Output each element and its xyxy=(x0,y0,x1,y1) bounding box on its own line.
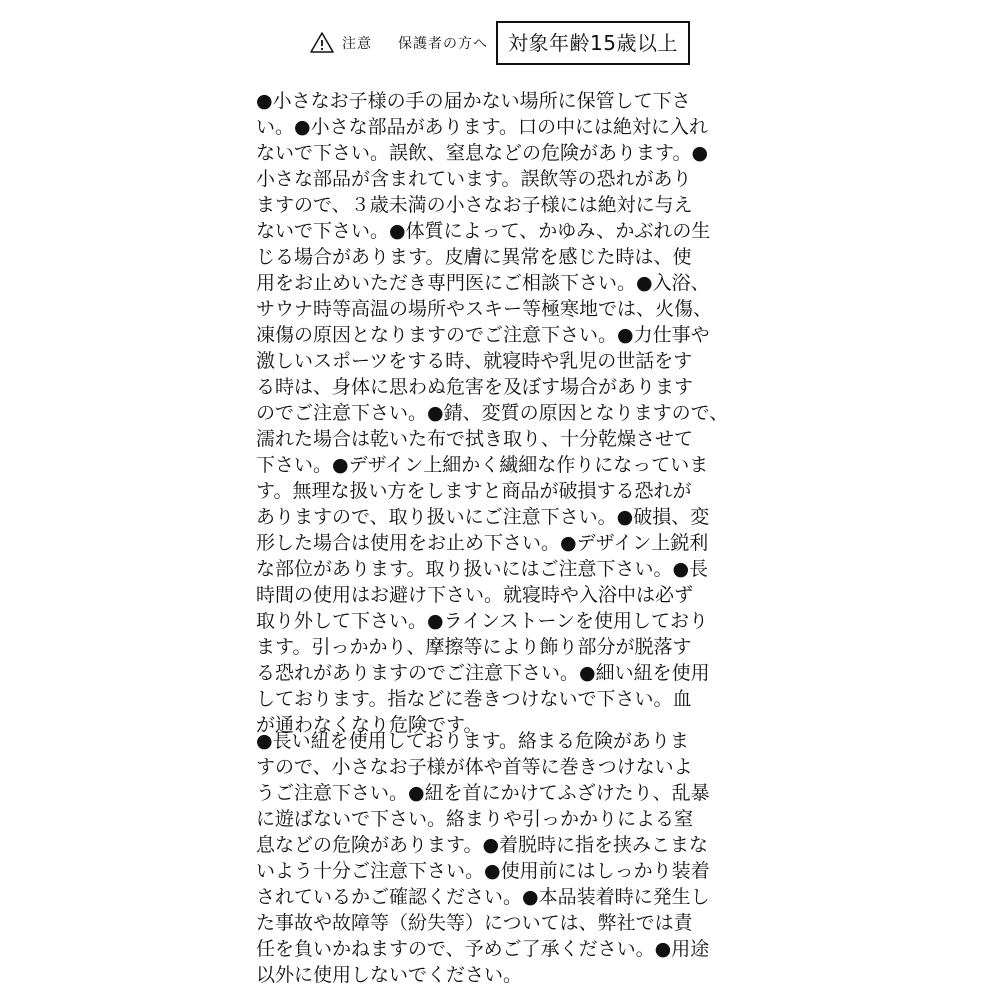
text-line: ●長い紐を使用しております。絡まる危険がありま xyxy=(256,730,690,752)
text-line: た事故や故障等（紛失等）については、弊社では責 xyxy=(256,912,693,934)
text-line: 激しいスポーツをする時、就寝時や乳児の世話をす xyxy=(256,350,693,372)
text-line: のでご注意下さい。●錆、変質の原因となりますので、 xyxy=(256,402,729,424)
text-line: 形した場合は使用をお止め下さい。●デザイン上鋭利 xyxy=(256,532,709,554)
text-line: ますので、３歳未満の小さなお子様には絶対に与え xyxy=(256,194,693,216)
text-line: 息などの危険があります。●着脱時に指を挟みこまな xyxy=(256,834,709,856)
text-line: ます。引っかかり、摩擦等により飾り部分が脱落す xyxy=(256,636,692,658)
text-line: い。●小さな部品があります。口の中には絶対に入れ xyxy=(256,116,709,138)
text-line: 用をお止めいただき専門医にご相談下さい。●入浴、 xyxy=(256,272,710,294)
text-line: に遊ばないで下さい。絡まりや引っかかりによる窒 xyxy=(256,808,694,830)
warning-triangle-icon xyxy=(310,31,334,55)
guardian-label: 保護者の方へ xyxy=(398,36,489,52)
age-notice-badge: 対象年齢15歳以上 xyxy=(496,21,690,65)
text-line: すので、小さなお子様が体や首等に巻きつけないよ xyxy=(256,756,693,778)
text-line: な部位があります。取り扱いにはご注意下さい。●長 xyxy=(256,558,709,580)
text-line: されているかご確認ください。●本品装着時に発生し xyxy=(256,886,710,908)
text-line: ●小さなお子様の手の届かない場所に保管して下さ xyxy=(256,90,691,112)
text-line: 濡れた場合は乾いた布で拭き取り、十分乾燥させて xyxy=(256,428,694,450)
precautions-paragraph-1 xyxy=(256,88,776,738)
text-line: す。無理な扱い方をしますと商品が破損する恐れが xyxy=(256,480,692,502)
text-line: る時は、身体に思わぬ危害を及ぼす場合があります xyxy=(256,376,694,398)
text-line: る恐れがありますのでご注意下さい。●細い紐を使用 xyxy=(256,662,710,684)
text-line: いよう十分ご注意下さい。●使用前にはしっかり装着 xyxy=(256,860,710,882)
warning-label: 注意 xyxy=(342,36,373,52)
text-line: 凍傷の原因となりますのでご注意下さい。●力仕事や xyxy=(256,324,710,346)
text-line: が通わなくなり危険です。 xyxy=(256,714,483,736)
text-line: 任を負いかねますので、予めご了承ください。●用途 xyxy=(256,938,710,960)
text-line: じる場合があります。皮膚に異常を感じた時は、使 xyxy=(256,246,692,268)
text-line: うご注意下さい。●紐を首にかけてふざけたり、乱暴 xyxy=(256,782,710,804)
text-line: しております。指などに巻きつけないで下さい。血 xyxy=(256,688,692,710)
text-line: ありますので、取り扱いにご注意下さい。●破損、変 xyxy=(256,506,710,528)
warning-header xyxy=(0,20,1000,66)
text-line: 以外に使用しないでください。 xyxy=(256,964,523,986)
text-line: サウナ時等高温の場所やスキー等極寒地では、火傷、 xyxy=(256,298,713,320)
text-line: 下さい。●デザイン上細かく繊細な作りになっていま xyxy=(256,454,709,476)
precautions-paragraph-2 xyxy=(256,728,776,988)
text-line: 時間の使用はお避け下さい。就寝時や入浴中は必ず xyxy=(256,584,694,606)
text-line: 小さな部品が含まれています。誤飲等の恐れがあり xyxy=(256,168,692,190)
text-line: ないで下さい。誤飲、窒息などの危険があります。● xyxy=(256,142,709,164)
text-line: ないで下さい。●体質によって、かゆみ、かぶれの生 xyxy=(256,220,711,242)
text-line: 取り外して下さい。●ラインストーンを使用しており xyxy=(256,610,709,632)
